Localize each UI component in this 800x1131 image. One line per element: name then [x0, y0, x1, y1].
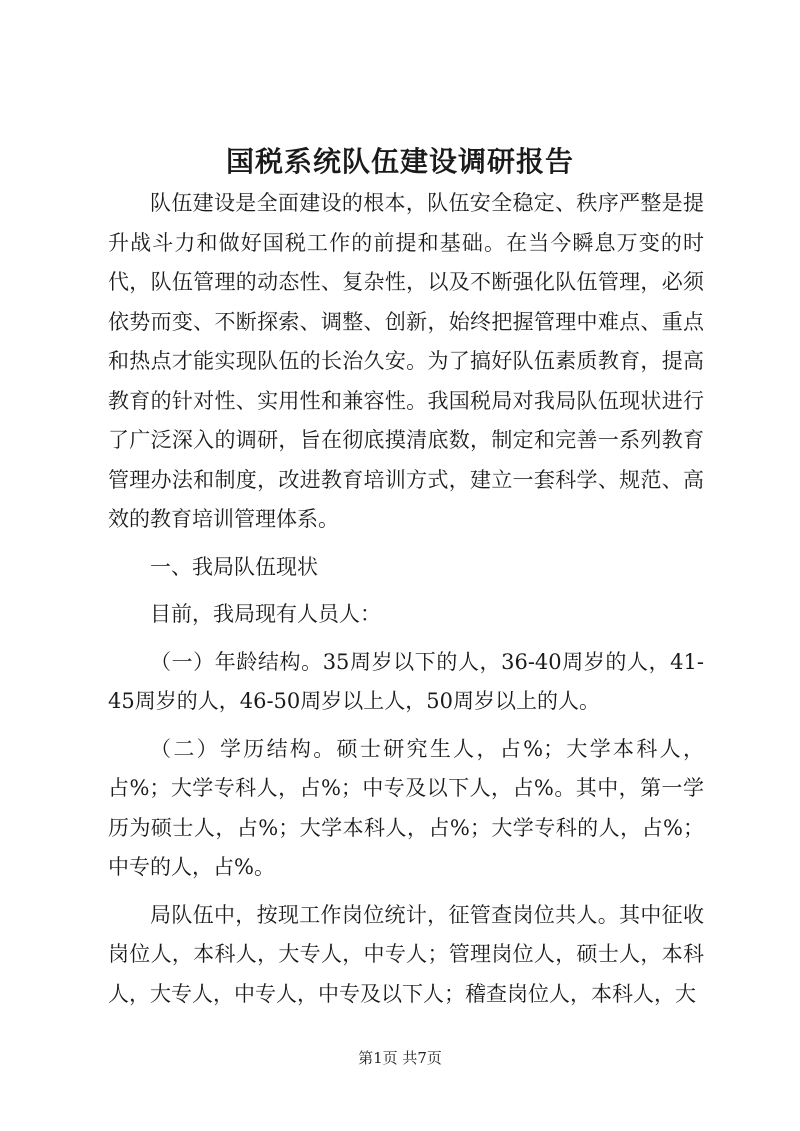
document-title: 国税系统队伍建设调研报告 [225, 145, 574, 178]
section-heading-status: 一、我局队伍现状 [150, 554, 318, 579]
paragraph-intro: 队伍建设是全面建设的根本，队伍安全稳定、秩序严整是提升战斗力和做好国税工作的前提和基础。在当今瞬息万变的时代，队伍管理的动态性、复杂性，以及不断强化队伍管理，必须依势而变、不断探索、调整、创新，始终把握管理中难点、重点和热点才能实现队伍的长治久安。为了搞好队伍素质教育，提高教育的针对性、实用性和兼容性。我国税局对我局队伍现状进行了广泛深入的调研，旨在彻底摸清底数，制定和完善一系列教育管理办法和制度，改进教育培训方式，建立一套科学、规范、高效的教育培训管理体系。 [108, 191, 704, 531]
paragraph-post-statistics: 局队伍中，按现工作岗位统计，征管查岗位共人。其中征收岗位人，本科人，大专人，中专人；管理岗位人，硕士人，本科人，大专人，中专人，中专及以下人；稽查岗位人，本科人，大 [108, 902, 704, 1006]
paragraph-education-structure: （二）学历结构。硕士研究生人，占%；大学本科人，占%；大学专科人，占%；中专及以下人，占%。其中，第一学历为硕士人，占%；大学本科人，占%；大学专科的人，占%；中专的人，占%。 [108, 736, 704, 879]
paragraph-staff-count: 目前，我局现有人员人： [150, 602, 381, 626]
page-footer: 第1页 共7页 [358, 1049, 442, 1067]
document-body [108, 184, 704, 1014]
paragraph-age-structure: （一）年龄结构。35周岁以下的人，36-40周岁的人，41-45周岁的人，46-50周岁以上人，50周岁以上的人。 [108, 649, 704, 713]
